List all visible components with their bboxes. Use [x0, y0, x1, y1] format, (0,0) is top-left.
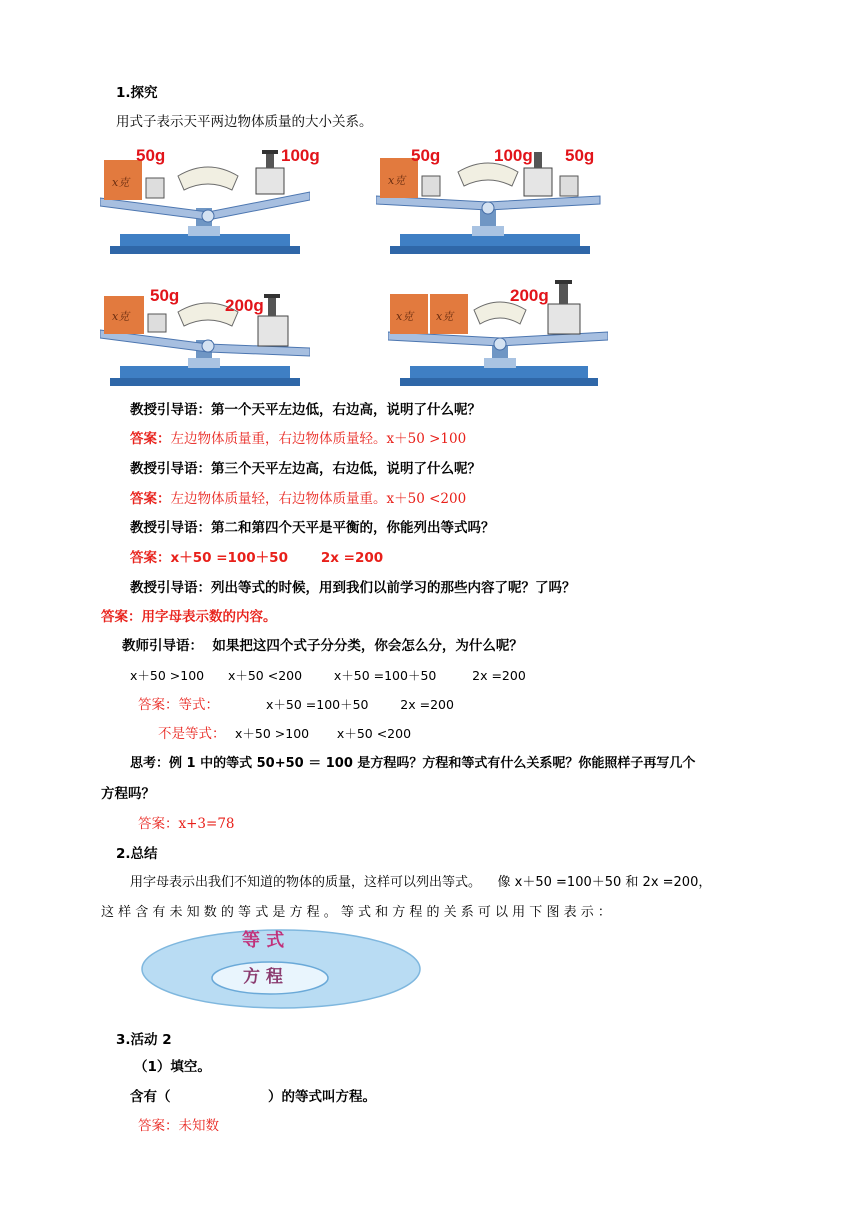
- fill-in-blank[interactable]: [185, 1088, 265, 1106]
- inner-set-label: 方 程: [243, 967, 283, 987]
- guide-question-4: 教授引导语：列出等式的时候，用到我们以前学习的那些内容了呢？了吗？: [130, 580, 576, 596]
- balance-scale-3: [100, 282, 310, 387]
- guide-question-1: 教授引导语：第一个天平左边低，右边高，说明了什么呢？: [130, 402, 481, 418]
- scale-3-label-1: 50g: [150, 286, 180, 305]
- balance-scale-4: [388, 278, 608, 388]
- equation-values: x＋50 =100＋50 2x =200: [266, 697, 454, 712]
- fill-in-left: 含有（: [130, 1089, 171, 1105]
- guide-question-3: 教授引导语：第二和第四个天平是平衡的，你能列出等式吗？: [130, 520, 495, 536]
- answer-2: [130, 490, 466, 508]
- outer-set-label: 等 式: [242, 930, 285, 951]
- scale-2-label-3: 50g: [565, 146, 595, 165]
- section-1-intro: 用式子表示天平两边物体质量的大小关系。: [116, 114, 373, 130]
- summary-line-2: 这 样 含 有 未 知 数 的 等 式 是 方 程 。 等 式 和 方 程 的 关 系 可 以 用 下 图 表 示 ：: [101, 905, 611, 920]
- answer-3: 答案：x＋50 =100＋50 2x =200: [130, 550, 384, 566]
- svg-text:x克: x克: [112, 310, 130, 323]
- section-3-heading: 3.活动 2: [116, 1032, 172, 1048]
- answer-label: 答案：: [130, 431, 171, 447]
- fill-in-answer: 答案：未知数: [138, 1118, 219, 1134]
- svg-text:x克: x克: [112, 176, 130, 189]
- think-answer: 答案：x+3=78: [138, 816, 235, 832]
- svg-text:x克: x克: [396, 310, 414, 323]
- equation-label: 答案：等式：: [138, 697, 219, 713]
- svg-text:x克: x克: [436, 310, 454, 323]
- scale-1-label-1: 50g: [136, 146, 166, 165]
- scale-1-label-2: 100g: [281, 146, 320, 165]
- answer-text: 左边物体质量轻，右边物体质量重。x＋50 <200: [170, 491, 467, 507]
- answer-label: 答案：: [130, 491, 171, 507]
- section-1-heading: 1.探究: [116, 85, 158, 101]
- non-equation-label: 不是等式：: [158, 726, 226, 742]
- guide-question-2: 教授引导语：第三个天平左边高，右边低，说明了什么呢？: [130, 461, 481, 477]
- think-question-line-1: 思考：例 1 中的等式 50+50 ＝ 100 是方程吗？方程和等式有什么关系呢？你能照样子再写几个: [130, 756, 696, 771]
- answer-text: 左边物体质量重，右边物体质量轻。x＋50 >100: [170, 431, 467, 447]
- guide-question-5: 教师引导语： 如果把这四个式子分分类，你会怎么分，为什么呢？: [122, 638, 523, 654]
- balance-scale-1: [100, 146, 310, 256]
- summary-line-1: 用字母表示出我们不知道的物体的质量，这样可以列出等式。 像 x＋50 =100＋50 和 2x =200，: [130, 875, 712, 890]
- answer-4: 答案：用字母表示数的内容。: [101, 609, 277, 625]
- fill-in-right: ）的等式叫方程。: [268, 1089, 376, 1105]
- section-2-heading: 2.总结: [116, 846, 158, 862]
- svg-text:x克: x克: [388, 174, 406, 187]
- non-equation-values: x＋50 >100 x＋50 <200: [235, 726, 412, 741]
- scale-4-label-1: 200g: [510, 286, 549, 305]
- scale-3-label-2: 200g: [225, 296, 264, 315]
- think-question-line-2: 方程吗？: [101, 786, 155, 802]
- answer-1: [130, 430, 466, 448]
- expression-list: x＋50 >100 x＋50 <200 x＋50 =100＋50 2x =200: [130, 668, 526, 683]
- scale-2-label-2: 100g: [494, 146, 533, 165]
- scale-2-label-1: 50g: [411, 146, 441, 165]
- activity-subheading: （1）填空。: [134, 1059, 211, 1075]
